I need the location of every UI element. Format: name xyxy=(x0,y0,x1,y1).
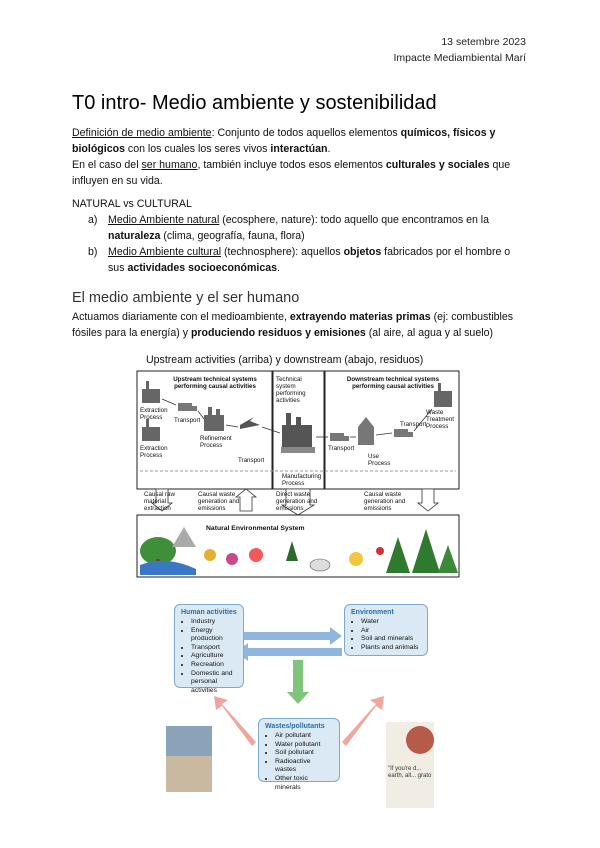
human-activities-title: Human activities xyxy=(181,609,237,616)
transport-3-label: Transport xyxy=(328,445,355,452)
header-date: 13 setembre 2023 xyxy=(441,36,526,48)
section2-text-2: (ej: combustibles fósiles para la energía) y xyxy=(72,311,514,339)
technical-title: Technical system performing activities xyxy=(276,376,306,404)
list-item: • Air pollutant xyxy=(275,732,333,741)
refinement-label: Refinement Process xyxy=(200,435,232,449)
list-item: • Soil and minerals xyxy=(361,635,421,644)
extraction-factory-2-icon xyxy=(142,419,160,441)
figure-caption: Upstream activities (arriba) y downstream (abajo, residuos) xyxy=(146,354,424,366)
list-item-text: . xyxy=(277,262,280,274)
environment-title: Environment xyxy=(351,609,394,616)
extraction-label: Extraction Process xyxy=(140,407,168,421)
section-heading: El medio ambiente y el ser humano xyxy=(72,290,300,306)
flower-icon xyxy=(204,549,216,561)
header-subject: Impacte Mediambiental Marí xyxy=(393,52,526,64)
list-item-bold: objetos xyxy=(343,246,382,258)
human-activities-box xyxy=(174,604,244,694)
natural-system-label: Natural Environmental System xyxy=(206,525,305,532)
transport-label: Transport xyxy=(174,417,201,424)
truck-3-icon xyxy=(394,429,413,437)
wastes-title: Wastes/pollutants xyxy=(265,723,325,730)
list-item: • Recreation xyxy=(191,661,237,670)
use-label: Use Process xyxy=(368,453,391,467)
up-left-arrow-icon xyxy=(214,696,256,746)
definition-text-6: que influyen en su vida. xyxy=(72,159,511,187)
down-arrow-icon xyxy=(287,660,309,704)
list-item-text: (technosphere): aquellos xyxy=(221,246,344,258)
right-arrow-icon xyxy=(236,627,342,645)
up-right-arrow-icon xyxy=(342,696,384,746)
section2-text-3: (al aire, al agua y al suelo) xyxy=(365,327,493,339)
transport-4-label: Transport xyxy=(400,421,427,428)
definition-paragraph xyxy=(72,125,532,189)
natural-vs-cultural-list xyxy=(88,212,528,276)
definition-bold-2: interactúan xyxy=(270,143,328,155)
list-item: • Domestic and personal activities xyxy=(191,670,237,696)
definition-text-1: : Conjunto de todos aquellos elementos xyxy=(211,127,401,139)
extraction-2-label: Extraction Process xyxy=(140,445,168,459)
list-item-term: Medio Ambiente cultural xyxy=(108,246,222,258)
definition-bold-1: químicos, físicos y biológicos xyxy=(72,127,496,155)
list-item-text: (ecosphere, nature): todo aquello que encontramos en la xyxy=(219,214,490,226)
list-item-term: Medio Ambiente natural xyxy=(108,214,220,226)
sheep-icon xyxy=(310,559,330,571)
upstream-title: Upstream technical systems performing causal activities xyxy=(173,376,257,390)
bird-icon xyxy=(349,552,363,566)
wastes-box xyxy=(258,718,340,791)
definition-bold-3: culturales y sociales xyxy=(385,159,490,171)
section2-text-1: Actuamos diariamente con el medioambiente, xyxy=(72,311,290,323)
plane-icon xyxy=(240,417,260,429)
downstream-title: Downstream technical systems performing causal activities xyxy=(346,376,440,390)
flower-2-icon xyxy=(226,553,238,565)
list-item: • Air xyxy=(361,627,421,636)
definition-text-3: . xyxy=(327,143,331,155)
list-item: • Radioactive wastes xyxy=(275,758,333,775)
extraction-factory-icon xyxy=(142,381,160,403)
list-item: • Energy production xyxy=(191,627,237,644)
list-item-bold: naturaleza xyxy=(108,230,161,242)
list-marker: b) xyxy=(88,246,98,258)
list-item: • Water xyxy=(361,618,421,627)
environment-box xyxy=(344,604,428,656)
section2-paragraph xyxy=(72,309,532,341)
use-process-icon xyxy=(358,417,374,445)
list-marker: a) xyxy=(88,214,98,226)
definition-underline-1: ser humano xyxy=(141,159,198,171)
causal-waste-2-label: Causal waste generation and emissions xyxy=(364,491,406,512)
left-arrow-icon xyxy=(236,643,342,661)
upstream-downstream-diagram xyxy=(136,369,460,579)
wastes-list xyxy=(265,732,333,792)
list-item-text: fabricados por el hombre o sus xyxy=(108,246,511,274)
manufacturing-icon xyxy=(281,413,315,453)
page-title: T0 intro- Medio ambiente y sostenibilidad xyxy=(72,92,437,114)
manufacturing-label: Manufacturing Process xyxy=(282,473,322,487)
truck-icon xyxy=(178,403,197,411)
human-environment-diagram xyxy=(150,596,450,814)
list-item: • Transport xyxy=(191,644,237,653)
environment-list xyxy=(351,618,421,652)
list-item: • Plants and animals xyxy=(361,644,421,653)
refinery-icon xyxy=(204,407,224,431)
definition-text-5: , también incluye todos esos elementos xyxy=(197,159,386,171)
person-icon xyxy=(376,547,384,555)
flower-3-icon xyxy=(249,548,263,562)
causal-waste-label: Causal waste generation and emissions xyxy=(198,491,240,512)
section2-bold-2: produciendo residuos y emisiones xyxy=(190,327,366,339)
list-item: • Other toxic minerals xyxy=(275,775,333,792)
list-item: • Soil pollutant xyxy=(275,749,333,758)
truck-2-icon xyxy=(330,433,349,441)
transport-2-label: Transport xyxy=(238,457,265,464)
direct-waste-label: Direct waste generation and emissions xyxy=(276,491,318,512)
list-item: • Agriculture xyxy=(191,652,237,661)
list-item: • Water pollutant xyxy=(275,741,333,750)
waste-label: Waste Treatment Process xyxy=(426,409,454,430)
city-photo-ground xyxy=(166,756,212,792)
definition-text-4: En el caso del xyxy=(72,159,142,171)
list-item-text: (clima, geografía, fauna, flora) xyxy=(160,230,305,242)
quote-fragment: "If you're d... earth, all... grato xyxy=(388,766,432,779)
causal-extraction-label: Causal raw material extraction xyxy=(144,491,175,512)
human-activities-list xyxy=(181,618,237,695)
natural-vs-cultural-heading: NATURAL vs CULTURAL xyxy=(72,198,192,210)
definition-text-2: con los cuales los seres vivos xyxy=(124,143,271,155)
face-icon xyxy=(406,726,434,754)
definition-term: Definición de medio ambiente xyxy=(72,127,212,139)
list-item-bold: actividades socioeconómicas xyxy=(127,262,277,274)
list-item xyxy=(88,212,528,244)
section2-bold-1: extrayendo materias primas xyxy=(289,311,431,323)
list-item: • Industry xyxy=(191,618,237,627)
list-item xyxy=(88,244,528,276)
